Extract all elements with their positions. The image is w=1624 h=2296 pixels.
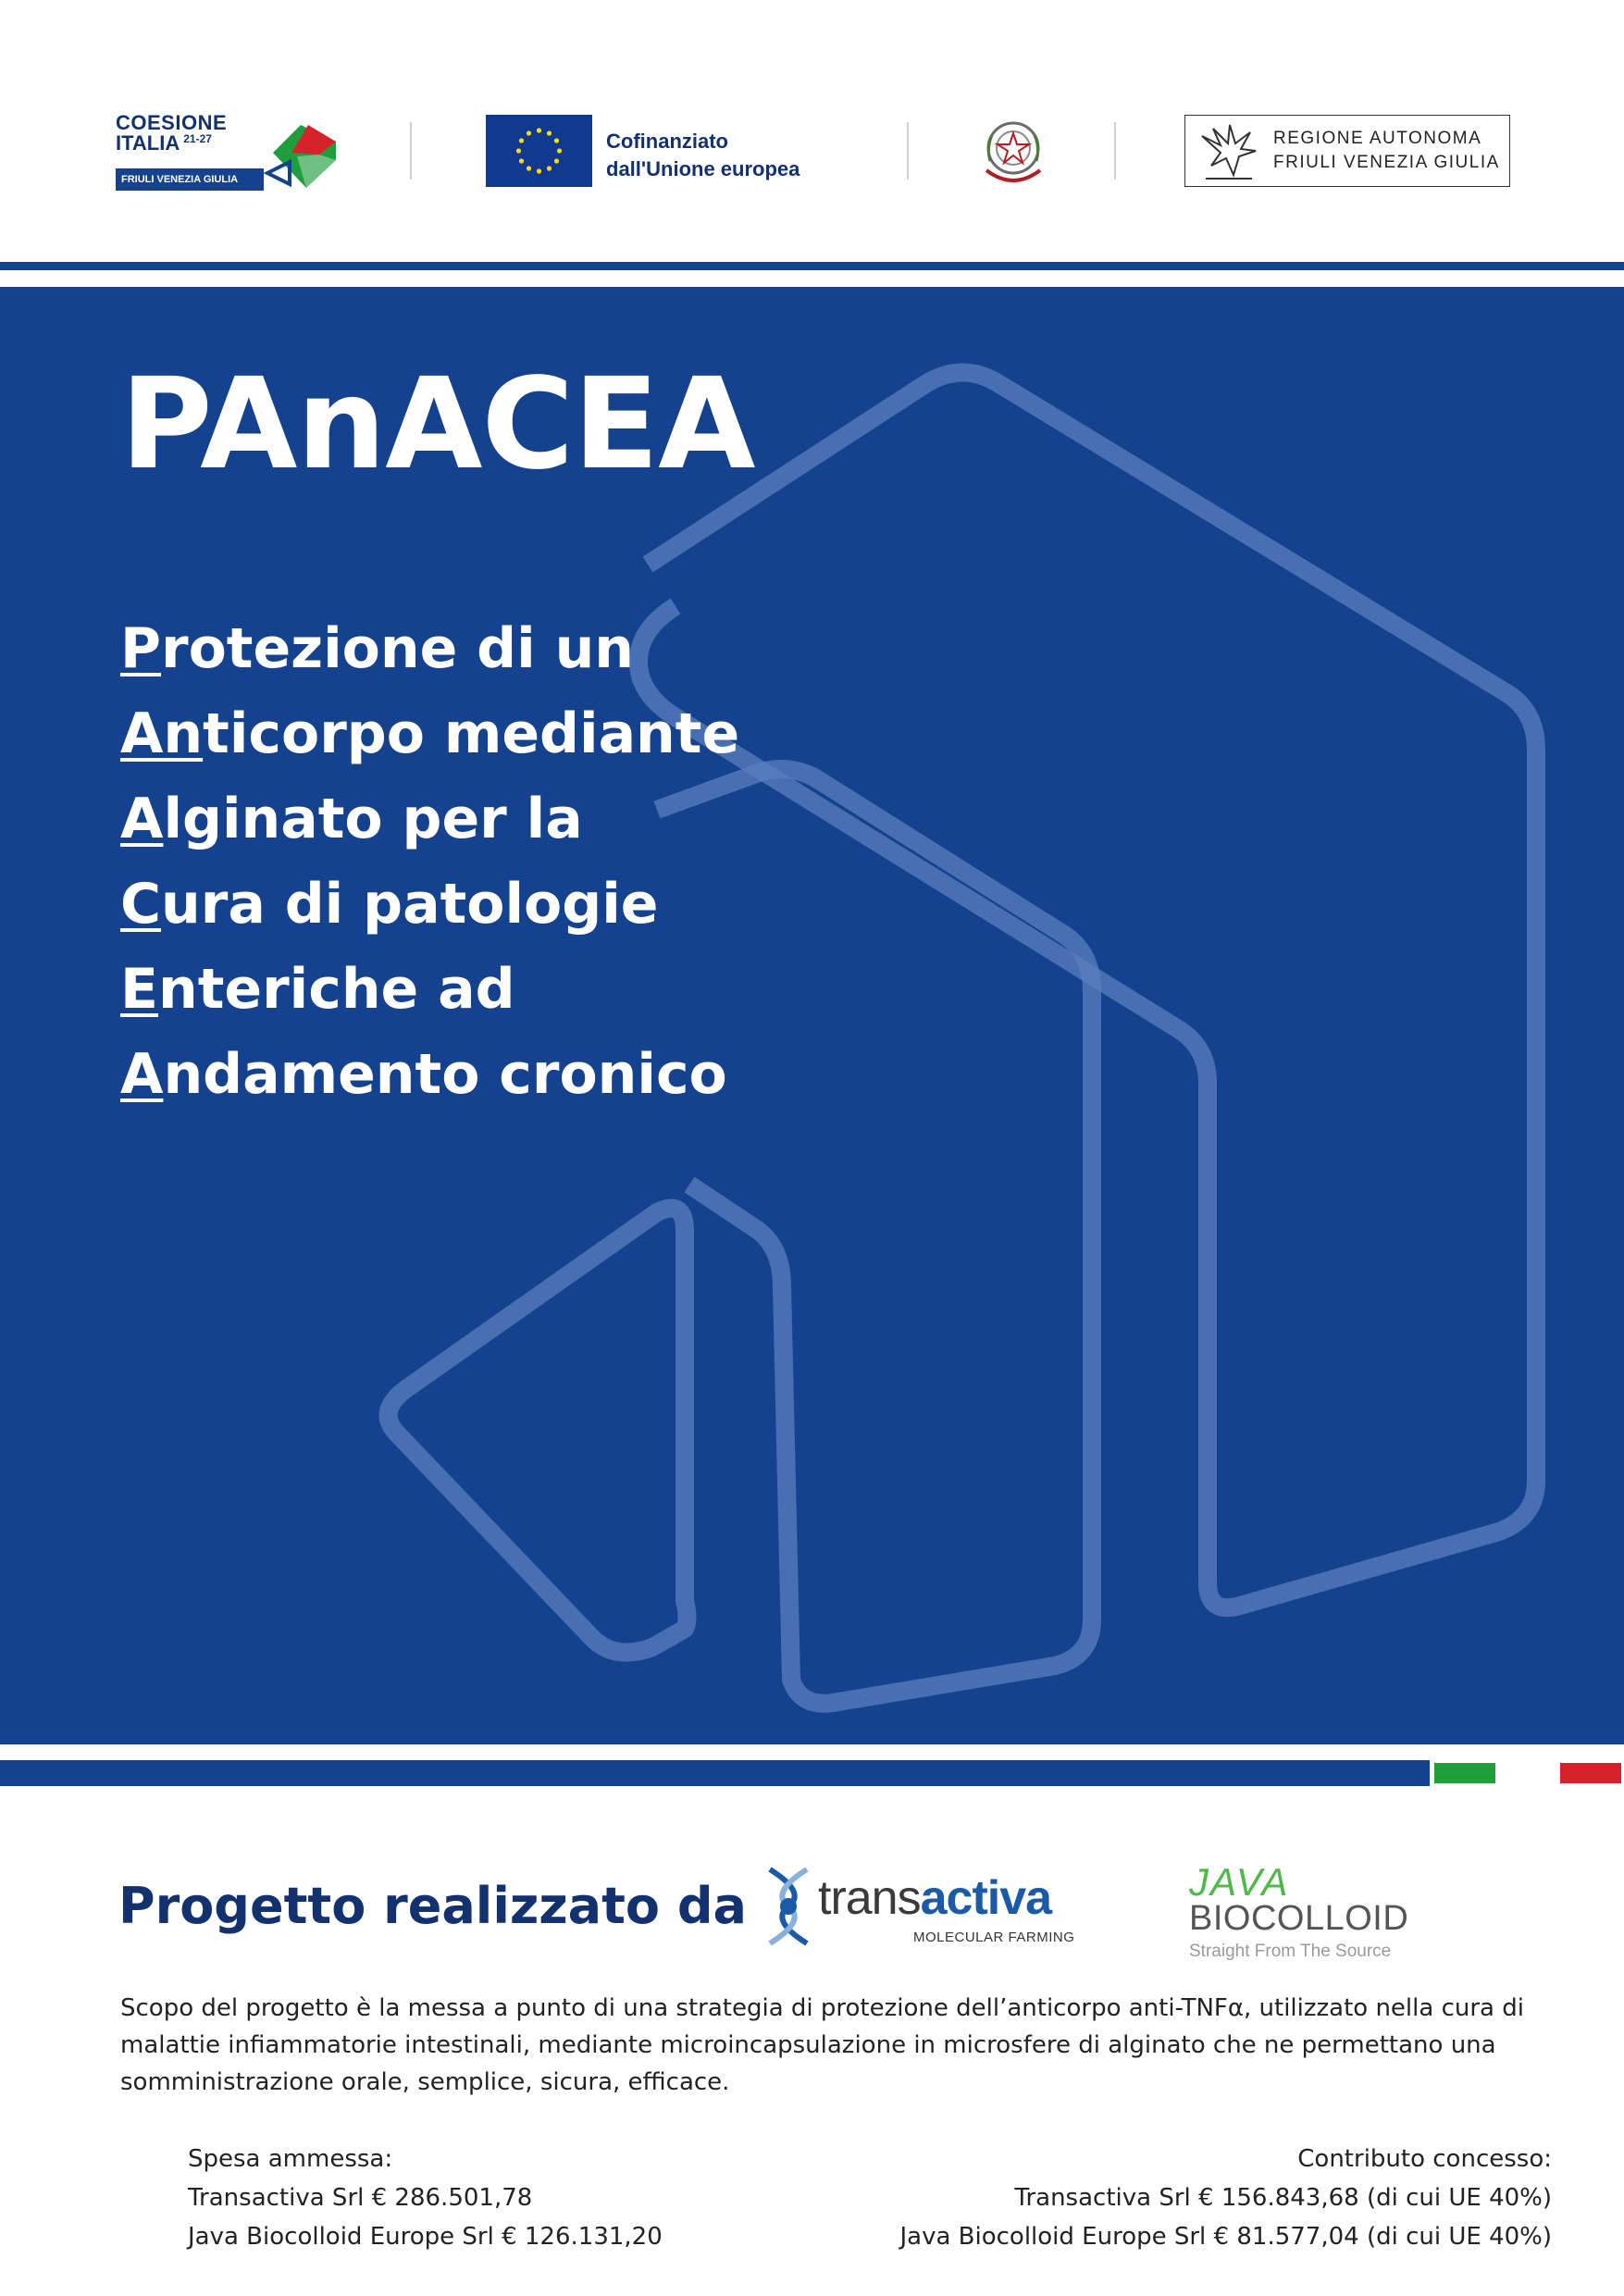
contributo-concesso-block — [899, 2140, 1552, 2256]
java-biocolloid-logo — [1187, 1860, 1446, 1967]
contributo-label: Contributo concesso: — [1297, 2145, 1552, 2173]
hero-panel — [0, 287, 1624, 1744]
coesione-line2: ITALIA $^{21-27}$ — [116, 131, 212, 155]
italian-flag-icon — [1434, 1763, 1624, 1783]
fvg-line1: REGIONE AUTONOMA — [1273, 129, 1482, 148]
regione-fvg-logo — [1184, 115, 1510, 187]
acronym-line: Anticorpo mediante — [120, 701, 740, 766]
acronym-line: Alginato per la — [120, 787, 583, 851]
transactiva-name: transactiva — [818, 1871, 1052, 1925]
bottom-stripe — [0, 1760, 1430, 1786]
spesa-row: Java Biocolloid Europe Srl € 126.131,20 — [188, 2223, 663, 2251]
top-stripe — [0, 262, 1624, 270]
eu-cofinanced-logo — [486, 115, 847, 189]
coesione-years: 21-27 — [183, 132, 212, 145]
logo-separator — [410, 122, 412, 180]
contributo-row: Java Biocolloid Europe Srl € 81.577,04 (di cui UE 40%) — [899, 2223, 1552, 2251]
header-logos — [0, 102, 1624, 194]
spesa-row: Transactiva Srl € 286.501,78 — [188, 2184, 533, 2212]
java-line2: BIOCOLLOID — [1189, 1899, 1409, 1938]
contributo-row: Transactiva Srl € 156.843,68 (di cui UE 40%) — [1014, 2184, 1552, 2212]
eu-line1: Cofinanziato — [606, 130, 728, 153]
logo-separator — [907, 122, 909, 180]
transactiva-logo — [761, 1865, 1094, 1953]
spesa-ammessa-block — [188, 2140, 663, 2256]
acronym-line: Enteriche ad — [120, 957, 515, 1022]
java-slogan: Straight From The Source — [1189, 1942, 1392, 1961]
coesione-line1: COESIONE — [116, 111, 228, 134]
project-title: PAnACEA — [120, 352, 755, 498]
coesione-arrow-icon — [264, 116, 340, 190]
fvg-line2: FRIULI VENEZIA GIULIA — [1273, 153, 1500, 172]
coesione-region-bar: FRIULI VENEZIA GIULIA — [116, 168, 264, 191]
dna-helix-icon — [761, 1865, 816, 1948]
java-line1: JAVA — [1189, 1860, 1290, 1904]
coesione-italia-logo — [116, 111, 347, 194]
acronym-line: Andamento cronico — [120, 1042, 727, 1107]
logo-separator — [1114, 122, 1116, 180]
eu-flag-icon — [486, 115, 592, 187]
eu-line2: dall'Unione europea — [606, 157, 800, 180]
italian-republic-emblem-icon — [979, 117, 1048, 189]
project-description: Scopo del progetto è la messa a punto di una strategia di protezione dell’anticorpo anti-TNFα, utilizzato nella cura di malattie infiammatorie intestinali, mediante microincapsulazione in microsfere di alginato che ne permettano una somministrazione orale, semplice, sicura, efficace. — [120, 1994, 1524, 2096]
acronym-line: Cura di patologie — [120, 872, 659, 937]
partners-heading: Progetto realizzato da — [118, 1877, 747, 1935]
acronym-line: Protezione di un — [120, 616, 635, 681]
transactiva-subtitle: MOLECULAR FARMING — [913, 1930, 1075, 1945]
eagle-icon — [1193, 119, 1265, 184]
acronym-expansion — [120, 606, 739, 1117]
spesa-label: Spesa ammessa: — [188, 2145, 393, 2173]
